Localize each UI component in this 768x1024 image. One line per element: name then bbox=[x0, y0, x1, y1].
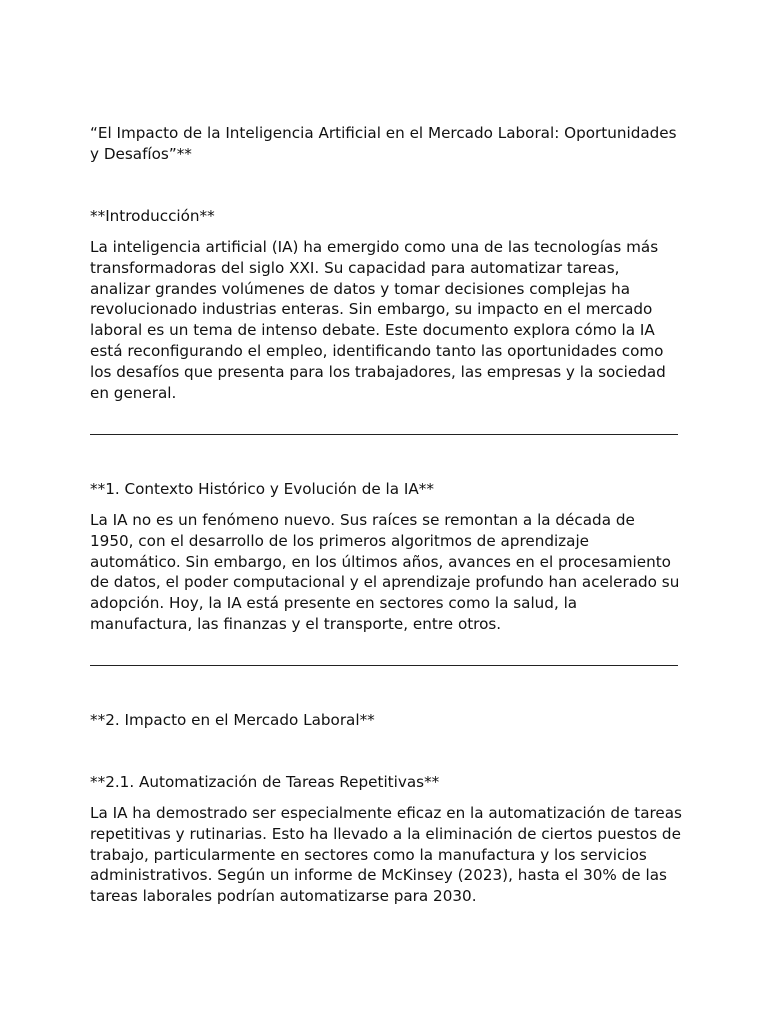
section-2-1-paragraph: La IA ha demostrado ser especialmente eficaz en la automatización de tareas repetitivas y rutinarias. Esto ha llevado a la eliminación de ciertos puestos de trabajo, particularmente en sectores como la manufactura y los servicios administrativos. Según un informe de McKinsey (2023), hasta el 30% de las tareas laborales podrían automatizarse para 2030. bbox=[90, 804, 682, 906]
intro-heading: **Introducción** bbox=[90, 207, 215, 225]
section-1-paragraph: La IA no es un fenómeno nuevo. Sus raíces se remontan a la década de 1950, con el desarrollo de los primeros algoritmos de aprendizaje automático. Sin embargo, en los últimos años, avances en el procesamiento de datos, el poder computacional y el aprendizaje profundo han acelerado su adopción. Hoy, la IA está presente en sectores como la salud, la manufactura, las finanzas y el transporte, entre otros. bbox=[90, 511, 680, 633]
document-title: “El Impacto de la Inteligencia Artificial en el Mercado Laboral: Oportunidades y Desafíos”** bbox=[90, 124, 677, 163]
section-divider bbox=[90, 665, 678, 666]
section-1-heading: **1. Contexto Histórico y Evolución de la IA** bbox=[90, 480, 434, 498]
section-2-heading: **2. Impacto en el Mercado Laboral** bbox=[90, 711, 375, 729]
section-2-1-heading: **2.1. Automatización de Tareas Repetitivas** bbox=[90, 773, 440, 791]
section-divider bbox=[90, 434, 678, 435]
intro-paragraph: La inteligencia artificial (IA) ha emergido como una de las tecnologías más transformadoras del siglo XXI. Su capacidad para automatizar tareas, analizar grandes volúmenes de datos y tomar decisiones complejas ha revolucionado industrias enteras. Sin embargo, su impacto en el mercado laboral es un tema de intenso debate. Este documento explora cómo la IA está reconfigurando el empleo, identificando tanto las oportunidades como los desafíos que presenta para los trabajadores, las empresas y la sociedad en general. bbox=[90, 238, 666, 402]
